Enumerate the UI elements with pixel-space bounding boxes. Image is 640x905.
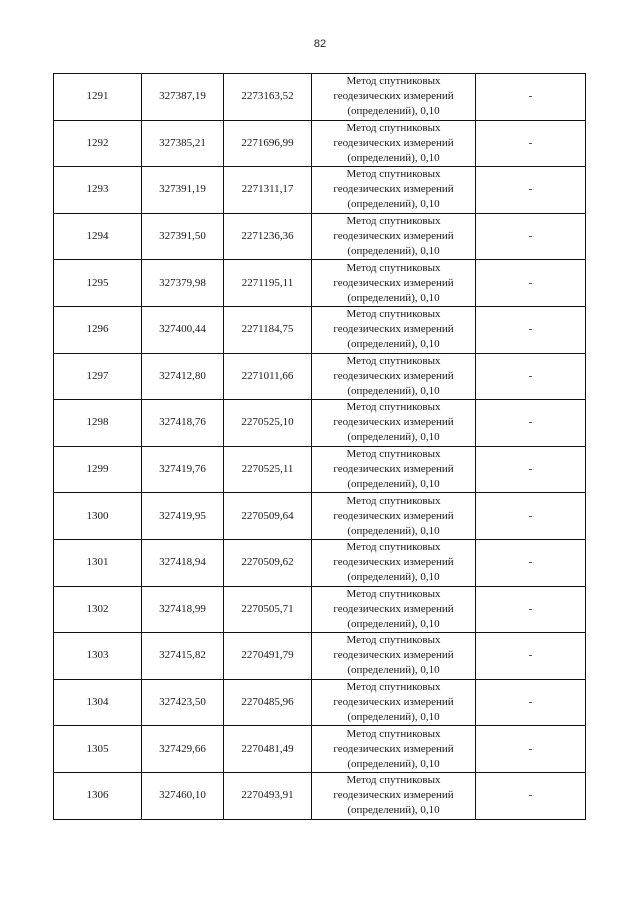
y-coordinate-cell: 2270493,91 <box>224 772 312 819</box>
table-row <box>54 633 586 680</box>
method-text-line: (определений), 0,10 <box>347 198 440 211</box>
method-text-line: Метод спутниковых <box>346 308 441 321</box>
method-text-line: Метод спутниковых <box>346 168 441 181</box>
method-text-line: (определений), 0,10 <box>347 804 440 817</box>
method-text-line: Метод спутниковых <box>346 727 441 740</box>
description-cell: - <box>476 260 586 307</box>
description-cell: - <box>476 400 586 447</box>
table-row <box>54 120 586 167</box>
x-coordinate-cell: 327387,19 <box>142 74 224 121</box>
point-number-cell: 1293 <box>54 167 142 214</box>
method-cell <box>312 446 476 493</box>
x-coordinate-cell: 327418,99 <box>142 586 224 633</box>
method-text-line: (определений), 0,10 <box>347 384 440 397</box>
y-coordinate-cell: 2270525,11 <box>224 446 312 493</box>
x-coordinate-cell: 327418,76 <box>142 400 224 447</box>
method-cell <box>312 213 476 260</box>
method-text-line: Метод спутниковых <box>346 634 441 647</box>
method-text-line: геодезических измерений <box>333 509 454 522</box>
point-number-cell: 1301 <box>54 539 142 586</box>
method-text-line: Метод спутниковых <box>346 494 441 507</box>
method-text-line: геодезических измерений <box>333 649 454 662</box>
y-coordinate-cell: 2270491,79 <box>224 633 312 680</box>
method-text-line: Метод спутниковых <box>346 215 441 228</box>
y-coordinate-cell: 2270509,62 <box>224 539 312 586</box>
method-cell <box>312 539 476 586</box>
method-cell <box>312 493 476 540</box>
x-coordinate-cell: 327460,10 <box>142 772 224 819</box>
description-cell: - <box>476 586 586 633</box>
method-text-line: геодезических измерений <box>333 556 454 569</box>
description-cell: - <box>476 633 586 680</box>
y-coordinate-cell: 2271236,36 <box>224 213 312 260</box>
description-cell: - <box>476 167 586 214</box>
point-number-cell: 1291 <box>54 74 142 121</box>
method-text-line: (определений), 0,10 <box>347 571 440 584</box>
point-number-cell: 1297 <box>54 353 142 400</box>
x-coordinate-cell: 327429,66 <box>142 726 224 773</box>
table-row <box>54 539 586 586</box>
method-text-line: Метод спутниковых <box>346 121 441 134</box>
point-number-cell: 1296 <box>54 306 142 353</box>
method-cell <box>312 586 476 633</box>
method-text-line: (определений), 0,10 <box>347 524 440 537</box>
method-text-line: (определений), 0,10 <box>347 617 440 630</box>
method-text-line: (определений), 0,10 <box>347 757 440 770</box>
table-row <box>54 213 586 260</box>
x-coordinate-cell: 327391,19 <box>142 167 224 214</box>
description-cell: - <box>476 493 586 540</box>
method-cell <box>312 772 476 819</box>
method-text-line: геодезических измерений <box>333 602 454 615</box>
method-cell <box>312 167 476 214</box>
method-text-line: Метод спутниковых <box>346 541 441 554</box>
x-coordinate-cell: 327423,50 <box>142 679 224 726</box>
method-text-line: (определений), 0,10 <box>347 711 440 724</box>
point-number-cell: 1306 <box>54 772 142 819</box>
description-cell: - <box>476 213 586 260</box>
method-cell <box>312 120 476 167</box>
x-coordinate-cell: 327419,95 <box>142 493 224 540</box>
method-cell <box>312 260 476 307</box>
x-coordinate-cell: 327419,76 <box>142 446 224 493</box>
table-row <box>54 726 586 773</box>
method-text-line: геодезических измерений <box>333 742 454 755</box>
point-number-cell: 1298 <box>54 400 142 447</box>
method-text-line: геодезических измерений <box>333 789 454 802</box>
method-text-line: (определений), 0,10 <box>347 431 440 444</box>
method-text-line: геодезических измерений <box>333 90 454 103</box>
point-number-cell: 1300 <box>54 493 142 540</box>
method-text-line: Метод спутниковых <box>346 448 441 461</box>
description-cell: - <box>476 679 586 726</box>
x-coordinate-cell: 327415,82 <box>142 633 224 680</box>
y-coordinate-cell: 2270481,49 <box>224 726 312 773</box>
method-text-line: геодезических измерений <box>333 136 454 149</box>
y-coordinate-cell: 2271184,75 <box>224 306 312 353</box>
coordinates-table <box>53 73 586 820</box>
point-number-cell: 1295 <box>54 260 142 307</box>
method-text-line: (определений), 0,10 <box>347 291 440 304</box>
method-text-line: Метод спутниковых <box>346 401 441 414</box>
table-row <box>54 772 586 819</box>
point-number-cell: 1305 <box>54 726 142 773</box>
x-coordinate-cell: 327418,94 <box>142 539 224 586</box>
y-coordinate-cell: 2270505,71 <box>224 586 312 633</box>
table-row <box>54 167 586 214</box>
description-cell: - <box>476 306 586 353</box>
method-text-line: геодезических измерений <box>333 183 454 196</box>
method-text-line: Метод спутниковых <box>346 354 441 367</box>
method-cell <box>312 726 476 773</box>
y-coordinate-cell: 2271311,17 <box>224 167 312 214</box>
description-cell: - <box>476 74 586 121</box>
description-cell: - <box>476 726 586 773</box>
method-cell <box>312 679 476 726</box>
method-cell <box>312 353 476 400</box>
y-coordinate-cell: 2270509,64 <box>224 493 312 540</box>
x-coordinate-cell: 327379,98 <box>142 260 224 307</box>
point-number-cell: 1304 <box>54 679 142 726</box>
description-cell: - <box>476 446 586 493</box>
x-coordinate-cell: 327400,44 <box>142 306 224 353</box>
method-text-line: геодезических измерений <box>333 416 454 429</box>
y-coordinate-cell: 2270485,96 <box>224 679 312 726</box>
y-coordinate-cell: 2273163,52 <box>224 74 312 121</box>
method-text-line: (определений), 0,10 <box>347 478 440 491</box>
table-row <box>54 400 586 447</box>
method-text-line: (определений), 0,10 <box>347 338 440 351</box>
method-text-line: Метод спутниковых <box>346 261 441 274</box>
page-number: 82 <box>313 38 327 50</box>
y-coordinate-cell: 2270525,10 <box>224 400 312 447</box>
table-row <box>54 260 586 307</box>
table-row <box>54 493 586 540</box>
y-coordinate-cell: 2271011,66 <box>224 353 312 400</box>
method-text-line: Метод спутниковых <box>346 75 441 88</box>
method-cell <box>312 74 476 121</box>
method-text-line: геодезических измерений <box>333 276 454 289</box>
method-cell <box>312 400 476 447</box>
table-row <box>54 353 586 400</box>
point-number-cell: 1303 <box>54 633 142 680</box>
method-text-line: геодезических измерений <box>333 463 454 476</box>
y-coordinate-cell: 2271195,11 <box>224 260 312 307</box>
description-cell: - <box>476 539 586 586</box>
method-text-line: геодезических измерений <box>333 696 454 709</box>
method-text-line: (определений), 0,10 <box>347 245 440 258</box>
y-coordinate-cell: 2271696,99 <box>224 120 312 167</box>
x-coordinate-cell: 327385,21 <box>142 120 224 167</box>
x-coordinate-cell: 327412,80 <box>142 353 224 400</box>
point-number-cell: 1299 <box>54 446 142 493</box>
table-row <box>54 74 586 121</box>
method-text-line: Метод спутниковых <box>346 587 441 600</box>
method-text-line: Метод спутниковых <box>346 774 441 787</box>
table-row <box>54 679 586 726</box>
method-text-line: геодезических измерений <box>333 369 454 382</box>
description-cell: - <box>476 120 586 167</box>
point-number-cell: 1302 <box>54 586 142 633</box>
x-coordinate-cell: 327391,50 <box>142 213 224 260</box>
method-cell <box>312 306 476 353</box>
table-row <box>54 586 586 633</box>
method-text-line: геодезических измерений <box>333 323 454 336</box>
method-text-line: (определений), 0,10 <box>347 151 440 164</box>
description-cell: - <box>476 353 586 400</box>
description-cell: - <box>476 772 586 819</box>
table-row <box>54 446 586 493</box>
table-row <box>54 306 586 353</box>
method-cell <box>312 633 476 680</box>
method-text-line: (определений), 0,10 <box>347 664 440 677</box>
method-text-line: (определений), 0,10 <box>347 105 440 118</box>
coordinates-table-body <box>54 74 586 820</box>
point-number-cell: 1294 <box>54 213 142 260</box>
method-text-line: геодезических измерений <box>333 230 454 243</box>
point-number-cell: 1292 <box>54 120 142 167</box>
method-text-line: Метод спутниковых <box>346 681 441 694</box>
